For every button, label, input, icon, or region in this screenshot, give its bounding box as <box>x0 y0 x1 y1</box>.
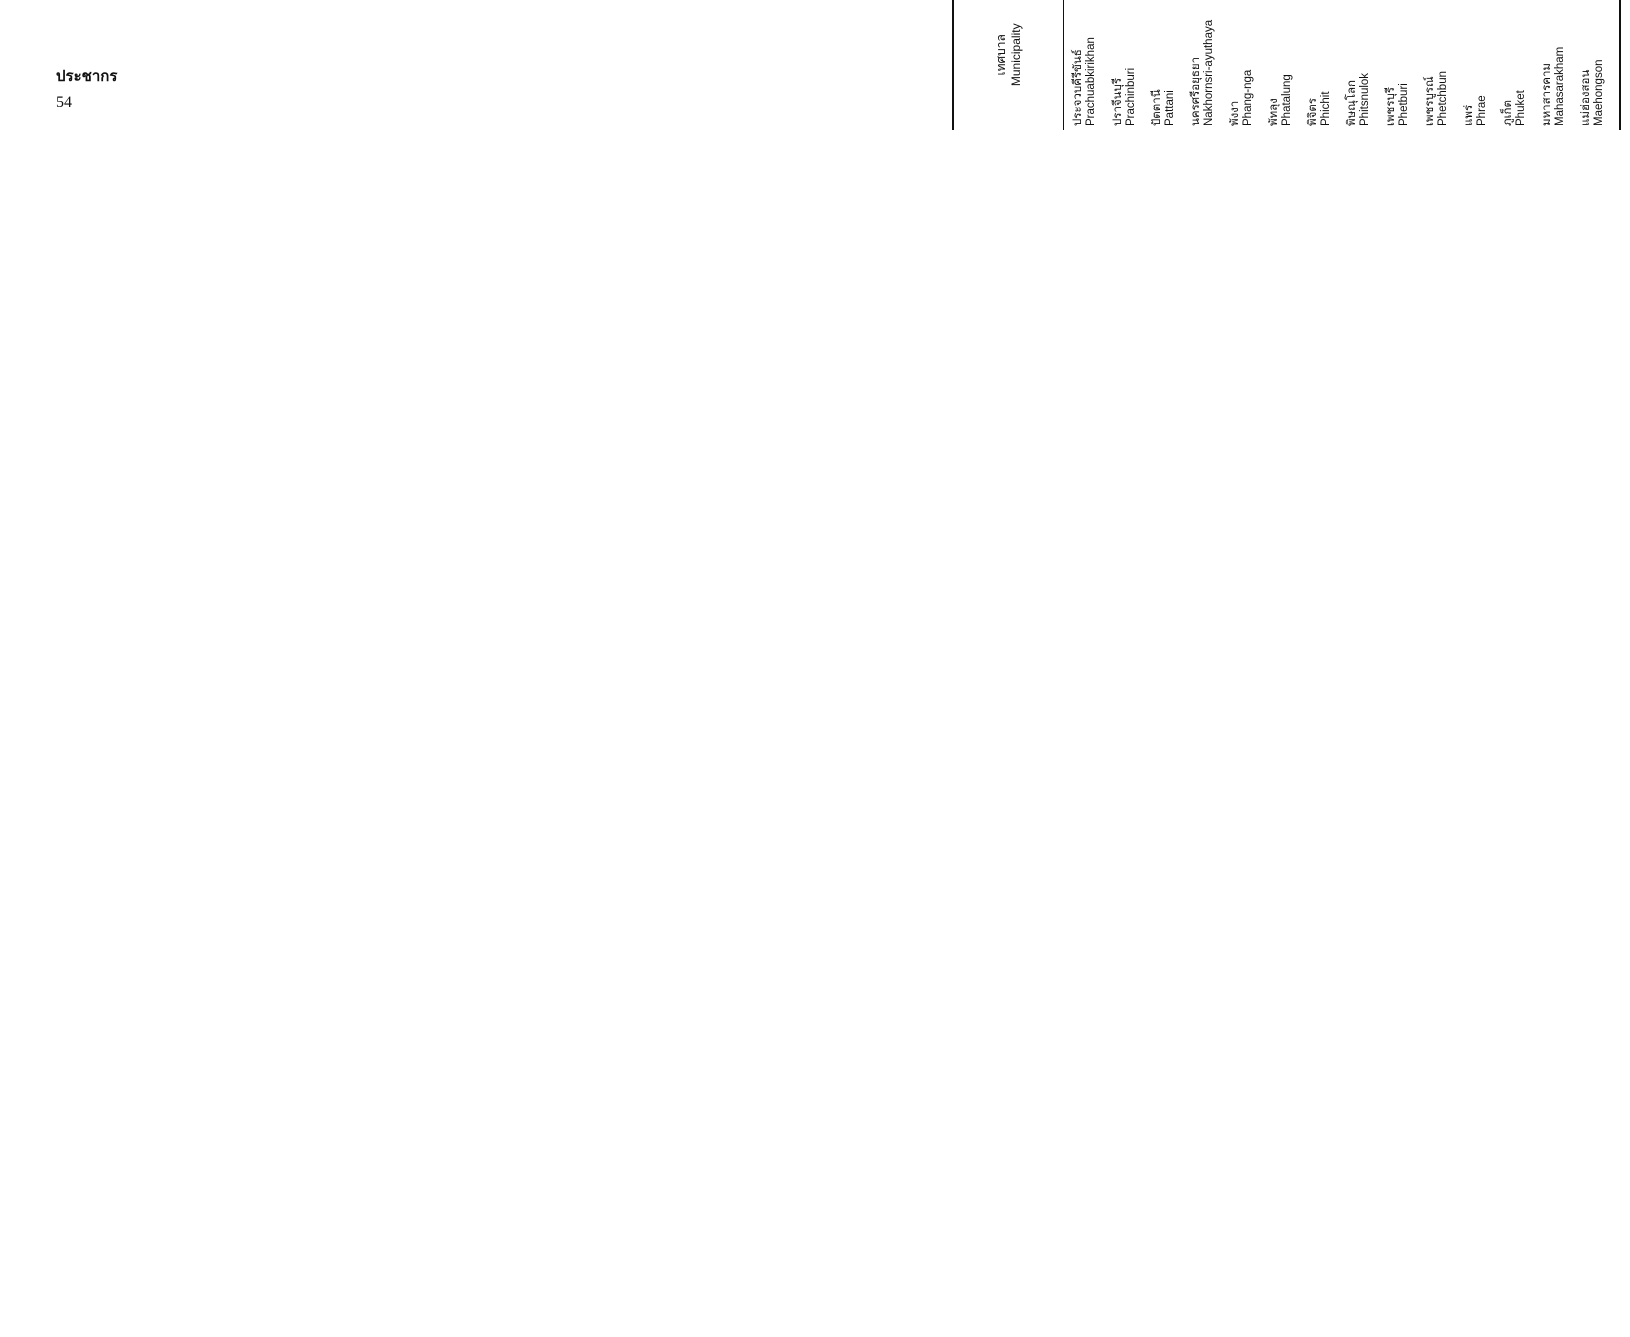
header-municipality: เทศบาล Municipality <box>953 0 1064 130</box>
municipality-name-thai: แพร่ <box>1463 104 1475 126</box>
municipality-name-thai: พัทลุง <box>1268 98 1280 126</box>
municipality-name-english: Prachinburi <box>1125 67 1137 126</box>
municipality-name-thai: ภูเก็ต <box>1502 100 1514 126</box>
table-row <box>1268 0 1307 130</box>
municipality-name-thai: พิจิตร <box>1307 98 1319 126</box>
municipality-name-english: Phetburi <box>1398 83 1410 126</box>
municipality-cell <box>1541 0 1580 130</box>
table-body <box>1064 0 1621 130</box>
municipality-name-thai: เพชรบูรณ์ <box>1424 76 1436 126</box>
municipality-cell <box>1064 0 1113 130</box>
table-row <box>1580 0 1620 130</box>
municipality-name-english: Pattani <box>1164 90 1176 126</box>
page-number: 54 <box>56 94 72 111</box>
table-row <box>1346 0 1385 130</box>
municipality-name-english: Phrae <box>1476 95 1488 126</box>
municipality-name-thai: มหาสารคาม <box>1541 62 1553 126</box>
table-row <box>1424 0 1463 130</box>
municipality-name-english: Phichit <box>1320 91 1332 126</box>
municipality-cell <box>1268 0 1307 130</box>
municipality-cell <box>1463 0 1502 130</box>
table-row <box>1190 0 1229 130</box>
municipality-cell <box>1385 0 1424 130</box>
municipality-name-thai: แม่ฮ่องสอน <box>1580 69 1592 126</box>
municipality-name-english: Phatalung <box>1281 74 1293 126</box>
page-header <box>56 66 117 114</box>
table-row <box>1307 0 1346 130</box>
municipality-cell <box>1307 0 1346 130</box>
municipality-name-english: Phitsnulok <box>1359 72 1371 126</box>
table-row <box>1151 0 1190 130</box>
municipality-name-thai: พังงา <box>1229 100 1241 126</box>
municipality-cell <box>1580 0 1620 130</box>
municipality-cell <box>1346 0 1385 130</box>
municipality-name-thai: พิษณุโลก <box>1346 79 1358 126</box>
municipality-name-thai: ประจวบคีรีขันธ์ <box>1072 49 1084 126</box>
municipality-name-thai: นครศรีอยุธยา <box>1190 56 1202 126</box>
population-table <box>952 0 1621 130</box>
municipality-name-english: Phetchbun <box>1437 71 1449 126</box>
section-title: ประชากร <box>56 69 118 85</box>
municipality-name-english: Prachuabkirikhan <box>1085 37 1097 126</box>
municipality-cell <box>1151 0 1190 130</box>
table-row <box>1463 0 1502 130</box>
municipality-cell <box>1229 0 1268 130</box>
municipality-name-english: Phuket <box>1515 90 1527 126</box>
municipality-name-thai: เพชรบุรี <box>1385 87 1397 126</box>
table-row <box>1229 0 1268 130</box>
rotated-table-block <box>870 0 1630 130</box>
table-row <box>1541 0 1580 130</box>
municipality-name-english: Mahasarakham <box>1554 46 1566 126</box>
municipality-name-english: Maehongson <box>1593 59 1605 126</box>
municipality-name-thai: ปัตตานี <box>1151 89 1163 126</box>
municipality-cell <box>1424 0 1463 130</box>
municipality-cell <box>1112 0 1151 130</box>
municipality-name-thai: ปราจีนบุรี <box>1112 77 1124 126</box>
table-row <box>1385 0 1424 130</box>
table-row <box>1112 0 1151 130</box>
municipality-name-english: Nakhornsri-ayuthaya <box>1203 19 1215 126</box>
table-row <box>1064 0 1113 130</box>
municipality-cell <box>1190 0 1229 130</box>
municipality-name-english: Phang-nga <box>1242 69 1254 126</box>
municipality-cell <box>1502 0 1541 130</box>
table-row <box>1502 0 1541 130</box>
